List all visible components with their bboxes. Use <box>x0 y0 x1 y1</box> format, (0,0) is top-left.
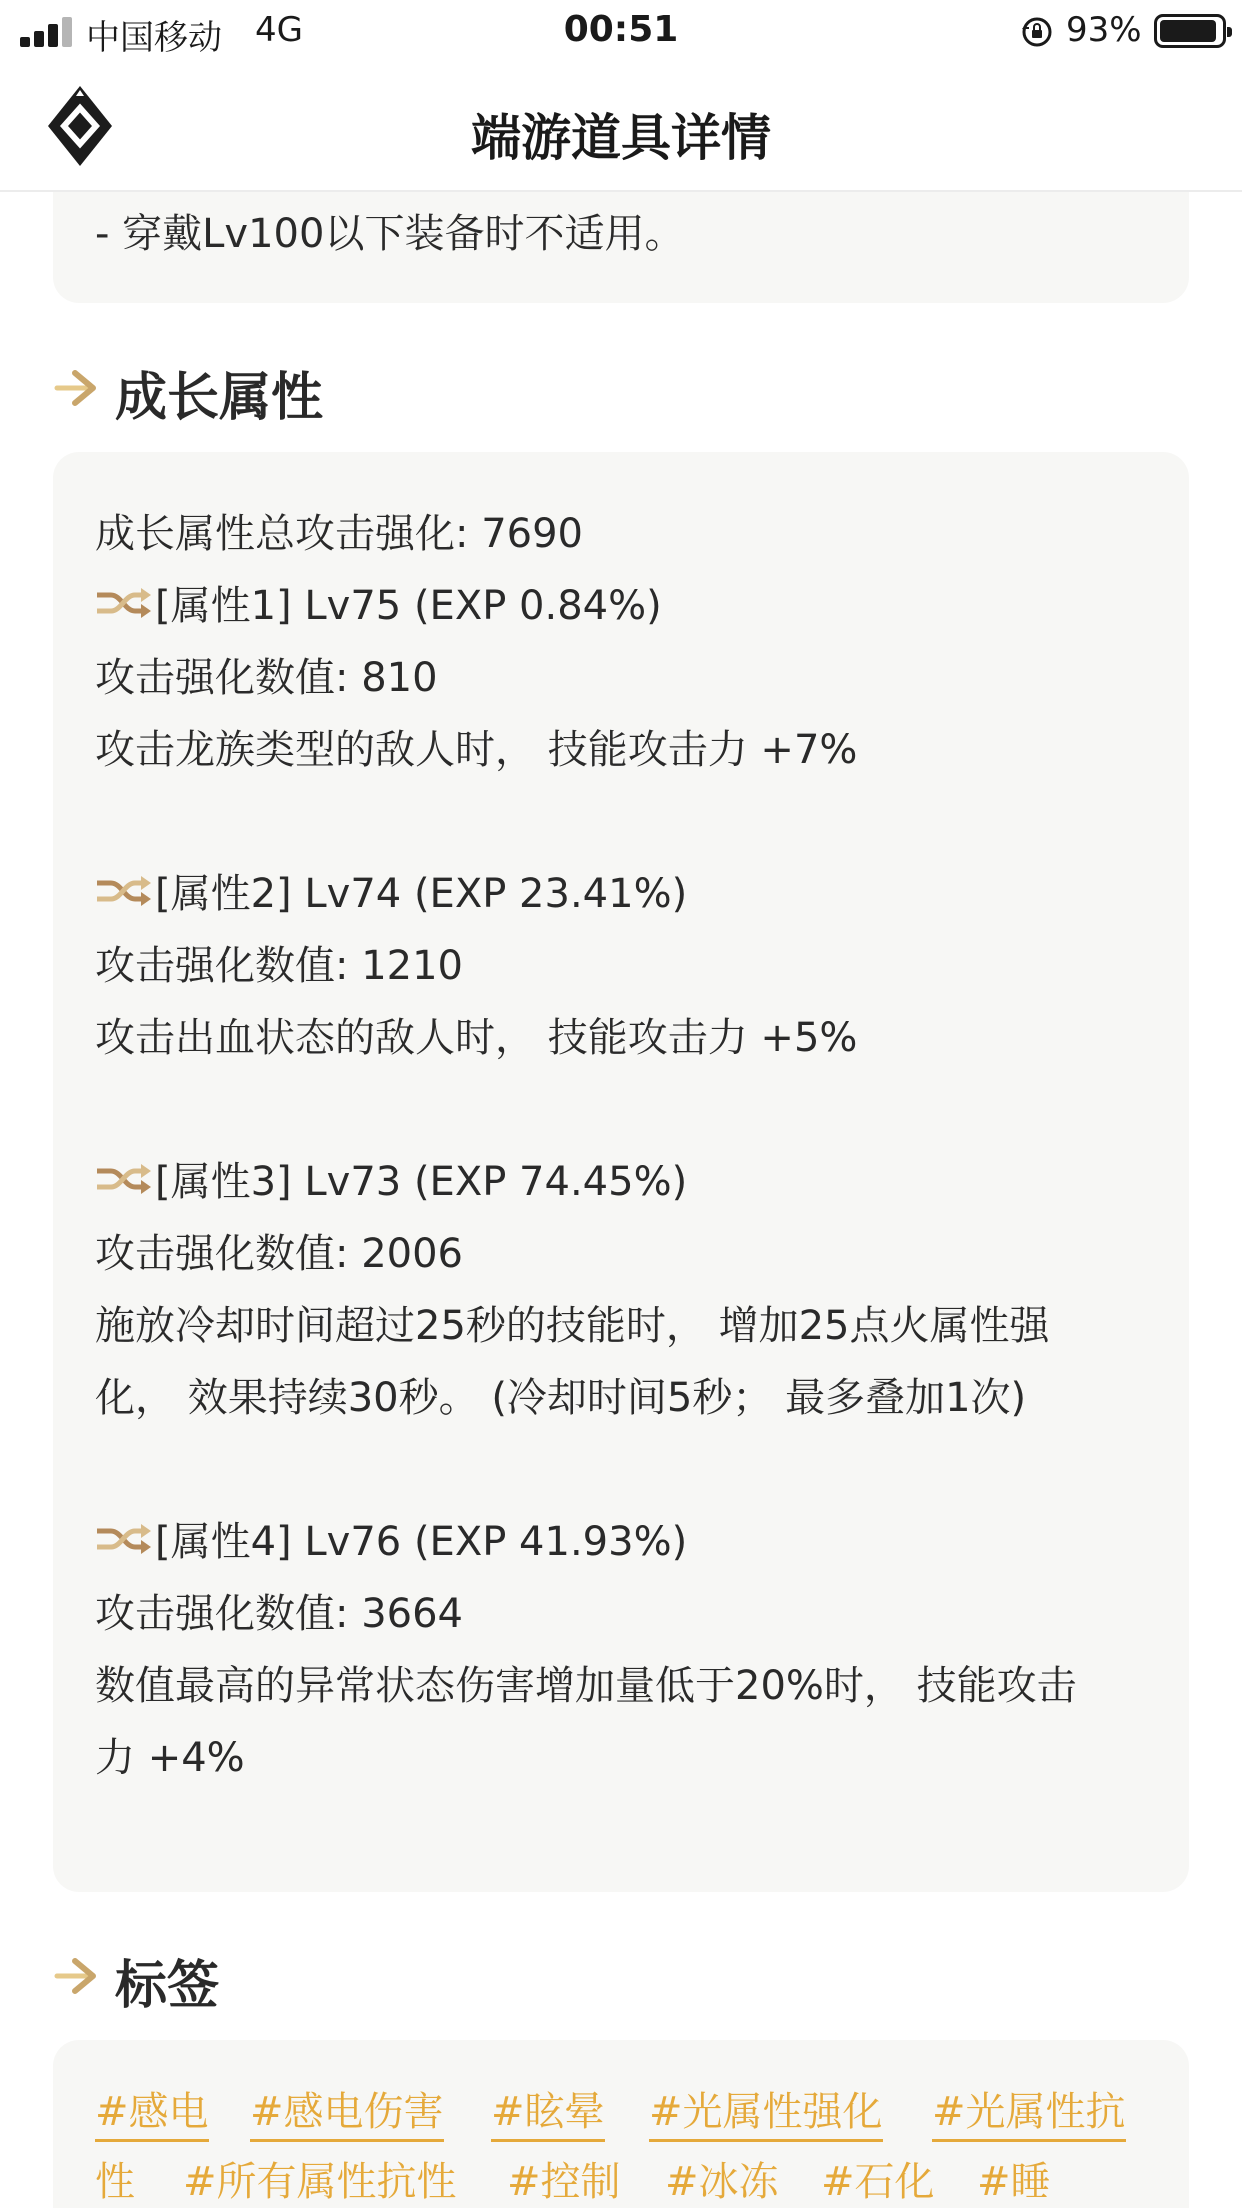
section-arrow-icon <box>53 1953 99 1999</box>
attribute-title: [属性1] Lv75 (EXP 0.84%) <box>155 583 662 629</box>
attribute-effect: 化， 效果持续30秒。 (冷却时间5秒； 最多叠加1次) <box>95 1375 1027 1421</box>
attribute-title: [属性4] Lv76 (EXP 41.93%) <box>155 1519 688 1565</box>
tag-link[interactable]: #石化 <box>821 2150 935 2208</box>
growth-total: 成长属性总攻击强化: 7690 <box>95 511 583 557</box>
tag-link[interactable]: 性 <box>95 2150 135 2208</box>
shuffle-icon <box>95 1519 153 1559</box>
attribute-effect: 施放冷却时间超过25秒的技能时， 增加25点火属性强 <box>95 1303 1050 1349</box>
note-text: - 穿戴Lv100以下装备时不适用。 <box>95 211 685 257</box>
attribute-header <box>95 862 687 919</box>
attribute-header <box>95 1510 687 1567</box>
attribute-title: [属性2] Lv74 (EXP 23.41%) <box>155 871 688 917</box>
shuffle-icon <box>95 871 153 911</box>
section-title: 标签 <box>115 1956 220 2016</box>
attribute-value: 攻击强化数值: 2006 <box>95 1231 463 1277</box>
growth-attributes-card <box>53 452 1189 1892</box>
attribute-effect: 攻击出血状态的敌人时， 技能攻击力 +5% <box>95 1015 858 1061</box>
tag-link[interactable]: #光属性强化 <box>649 2080 883 2142</box>
status-bar <box>0 0 1242 62</box>
network-type: 4G <box>255 10 303 50</box>
tag-link[interactable]: #冰冻 <box>665 2150 779 2208</box>
tag-link[interactable]: #控制 <box>507 2150 621 2208</box>
tags-card <box>53 2040 1189 2208</box>
tag-link[interactable]: #眩晕 <box>491 2080 605 2142</box>
tag-link[interactable]: #睡 <box>977 2150 1051 2208</box>
attribute-header <box>95 574 662 631</box>
section-title: 成长属性 <box>115 368 324 428</box>
attribute-title: [属性3] Lv73 (EXP 74.45%) <box>155 1159 688 1205</box>
tag-link[interactable]: #所有属性抗性 <box>183 2150 457 2208</box>
tag-link[interactable]: #光属性抗 <box>932 2080 1126 2142</box>
shuffle-icon <box>95 583 153 623</box>
app-header <box>0 62 1242 192</box>
carrier-label: 中国移动 <box>86 18 222 58</box>
tag-link[interactable]: #感电伤害 <box>250 2080 444 2142</box>
tag-link[interactable]: #感电 <box>95 2080 209 2142</box>
page-title: 端游道具详情 <box>471 109 771 167</box>
attribute-effect: 力 +4% <box>95 1735 245 1781</box>
section-arrow-icon <box>53 365 99 411</box>
attribute-value: 攻击强化数值: 1210 <box>95 943 463 989</box>
attribute-effect: 攻击龙族类型的敌人时， 技能攻击力 +7% <box>95 727 858 773</box>
attribute-header <box>95 1150 687 1207</box>
attribute-value: 攻击强化数值: 3664 <box>95 1591 463 1637</box>
battery-icon <box>1154 14 1226 48</box>
shuffle-icon <box>95 1159 153 1199</box>
clock: 00:51 <box>563 9 679 50</box>
orientation-lock-icon <box>1020 15 1054 49</box>
attribute-value: 攻击强化数值: 810 <box>95 655 438 701</box>
attribute-effect: 数值最高的异常状态伤害增加量低于20%时， 技能攻击 <box>95 1663 1077 1709</box>
battery-percent: 93% <box>1066 10 1142 50</box>
